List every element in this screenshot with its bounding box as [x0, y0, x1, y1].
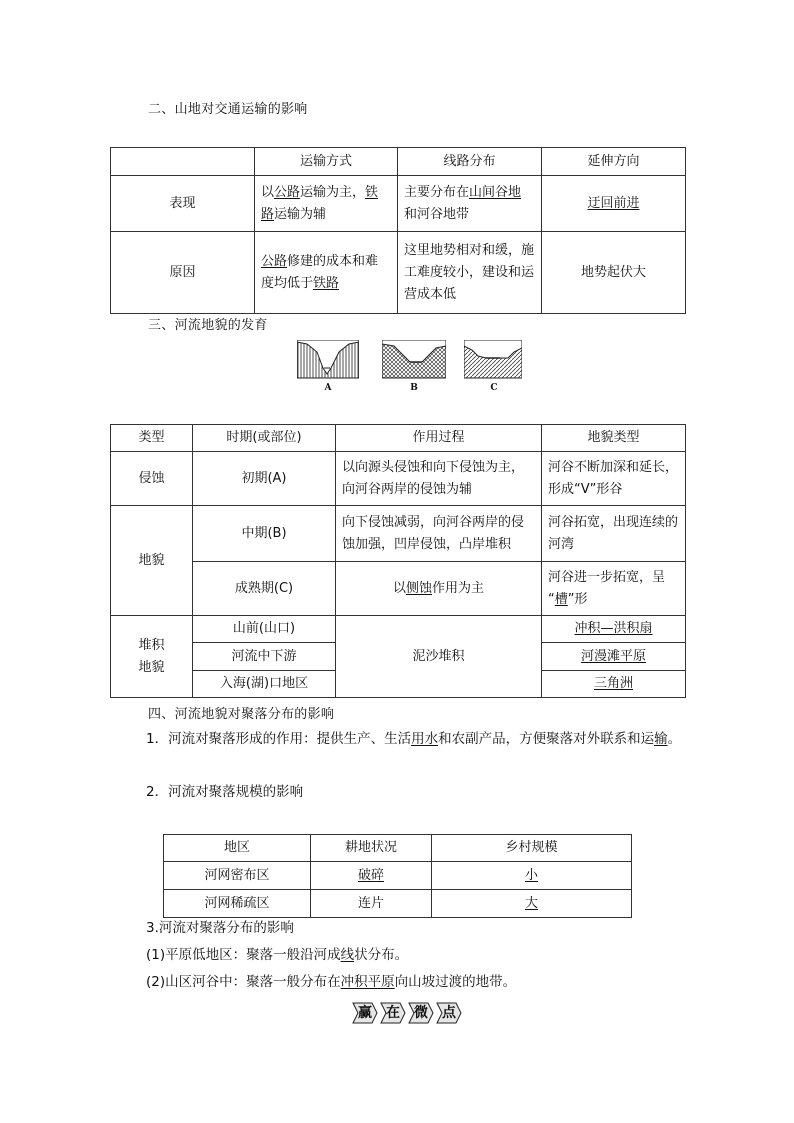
- cell-farmland: 破碎: [311, 862, 432, 890]
- row-label-performance: 表现: [111, 176, 255, 232]
- dep-process: 泥沙堆积: [336, 616, 542, 698]
- dep-landform: 三角洲: [542, 671, 686, 698]
- header-transport-mode: 运输方式: [255, 148, 398, 176]
- header-region: 地区: [164, 835, 311, 862]
- type-erosion: 侵蚀: [111, 452, 193, 506]
- cell-region: 河网密布区: [164, 862, 311, 890]
- table-row: [164, 890, 632, 918]
- banner-char: 在: [386, 1005, 400, 1021]
- cell-farmland: 连片: [311, 890, 432, 918]
- banner-char: 微: [414, 1005, 428, 1021]
- banner-chevron: [436, 1002, 462, 1024]
- figure-label-c: C: [490, 383, 498, 393]
- table-row: [111, 232, 686, 314]
- paragraph-valley: (2)山区河谷中：聚落一般分布在冲积平原向山坡过渡的地带。: [146, 974, 517, 990]
- dep-period: 山前(山口): [193, 616, 336, 643]
- dep-period: 入海(湖)口地区: [193, 671, 336, 698]
- paragraph-formation: 1．河流对聚落形成的作用：提供生产、生活用水和农副产品，方便聚落对外联系和运输。: [146, 731, 682, 747]
- dep-period: 河流中下游: [193, 643, 336, 671]
- paragraph-plain: (1)平原低地区：聚落一般沿河成线状分布。: [146, 947, 409, 963]
- type-landform: 地貌: [111, 506, 193, 616]
- figure-label-a: A: [324, 383, 332, 393]
- transport-table: [110, 147, 686, 314]
- period-early: 初期(A): [193, 452, 336, 506]
- landform-early: 河谷不断加深和延长，形成“V”形谷: [542, 452, 686, 506]
- section4-heading: 四、河流地貌对聚落分布的影响: [148, 707, 335, 722]
- cell-route-distribution: 主要分布在山间谷地 和河谷地带: [398, 176, 542, 232]
- cell-scale: 小: [432, 862, 632, 890]
- banner-chevron: [380, 1002, 406, 1024]
- process-mature: 以侧蚀作用为主: [336, 562, 542, 616]
- header-extension-direction: 延伸方向: [542, 148, 686, 176]
- landform-mature: 河谷进一步拓宽，呈 “槽”形: [542, 562, 686, 616]
- cell-reason-route: 这里地势相对和缓，施工难度较小，建设和运营成本低: [398, 232, 542, 314]
- banner-char: 点: [442, 1005, 456, 1021]
- table-row: [111, 452, 686, 506]
- banner-char: 赢: [358, 1005, 372, 1021]
- landform-middle: 河谷拓宽，出现连续的河湾: [542, 506, 686, 562]
- table-row: [111, 176, 686, 232]
- type-deposition: 堆积 地貌: [111, 616, 193, 698]
- table-row: [111, 562, 686, 616]
- banner-ying-zai-wei-dian: [352, 1002, 462, 1024]
- table-row: [111, 506, 686, 562]
- header-process: 作用过程: [336, 425, 542, 452]
- cell-scale: 大: [432, 890, 632, 918]
- header-empty: [111, 148, 255, 176]
- valley-figure-c: [464, 340, 522, 380]
- header-route-distribution: 线路分布: [398, 148, 542, 176]
- valley-figure-a: [297, 340, 359, 380]
- period-mature: 成熟期(C): [193, 562, 336, 616]
- header-village-scale: 乡村规模: [432, 835, 632, 862]
- header-landform-type: 地貌类型: [542, 425, 686, 452]
- table-header-row: [164, 835, 632, 862]
- header-type: 类型: [111, 425, 193, 452]
- valley-figure-b: [382, 340, 446, 380]
- process-middle: 向下侵蚀减弱，向河谷两岸的侵蚀加强，凹岸侵蚀，凸岸堆积: [336, 506, 542, 562]
- cell-reason-direction: 地势起伏大: [542, 232, 686, 314]
- cell-extension-direction: 迂回前进: [542, 176, 686, 232]
- figure-label-b: B: [410, 383, 418, 393]
- section2-heading: 二、山地对交通运输的影响: [148, 102, 308, 117]
- river-landform-table: [110, 424, 686, 698]
- table-row: [164, 862, 632, 890]
- row-label-reason: 原因: [111, 232, 255, 314]
- settlement-scale-table: [163, 834, 632, 918]
- cell-reason-transport: 公路修建的成本和难度均低于铁路: [255, 232, 398, 314]
- table-row: [111, 616, 686, 643]
- dep-landform: 河漫滩平原: [542, 643, 686, 671]
- paragraph-scale: 2．河流对聚落规模的影响: [146, 784, 304, 800]
- banner-chevron: [352, 1002, 378, 1024]
- table-header-row: [111, 425, 686, 452]
- header-period: 时期(或部位): [193, 425, 336, 452]
- table-header-row: [111, 148, 686, 176]
- banner-chevron: [408, 1002, 434, 1024]
- header-farmland: 耕地状况: [311, 835, 432, 862]
- section3-heading: 三、河流地貌的发育: [148, 318, 268, 333]
- cell-region: 河网稀疏区: [164, 890, 311, 918]
- dep-landform: 冲积—洪积扇: [542, 616, 686, 643]
- process-early: 以向源头侵蚀和向下侵蚀为主，向河谷两岸的侵蚀为辅: [336, 452, 542, 506]
- cell-transport-mode: 以公路运输为主，铁 路运输为辅: [255, 176, 398, 232]
- paragraph-distribution: 3.河流对聚落分布的影响: [146, 920, 294, 936]
- period-middle: 中期(B): [193, 506, 336, 562]
